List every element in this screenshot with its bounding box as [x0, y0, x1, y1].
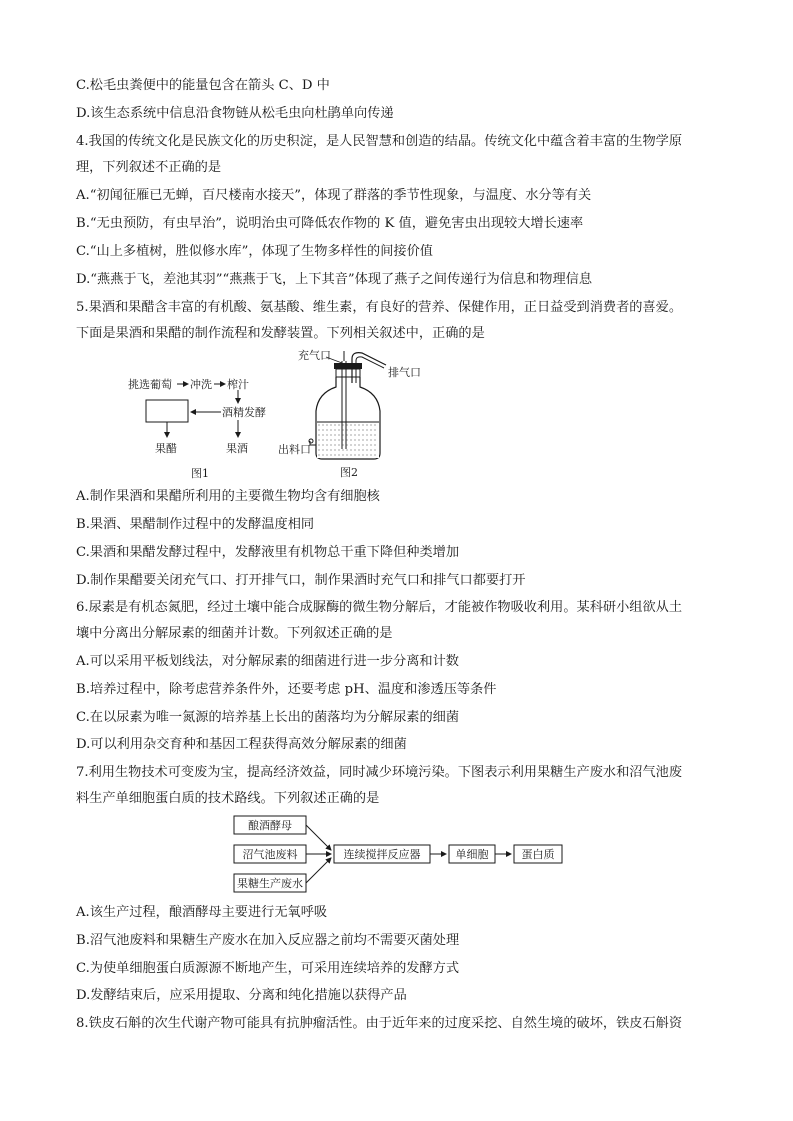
blank-box [146, 400, 188, 422]
figure-1-flowchart [118, 352, 278, 482]
figure-1-caption: 图1 [191, 467, 209, 480]
flow-output-wine: 果酒 [226, 442, 248, 455]
single-cell-box: 单细胞 [455, 848, 489, 861]
option-line: D.可以利用杂交育种和基因工程获得高效分解尿素的细菌 [76, 737, 407, 752]
option-line: C.“山上多植树，胜似修水库”，体现了生物多样性的间接价值 [76, 244, 433, 259]
question-4-text: 4.我国的传统文化是民族文化的历史积淀，是人民智慧和创造的结晶。传统文化中蕴含着丰富的生物学原 [76, 134, 683, 149]
question-4-text-cont: 理，下列叙述不正确的是 [76, 160, 222, 175]
protein-box: 蛋白质 [521, 848, 555, 861]
flow-output-vinegar: 果醋 [155, 442, 177, 455]
question-5-text: 5.果酒和果醋含丰富的有机酸、氨基酸、维生素，有良好的营养、保健作用，正日益受到消费者的喜爱。 [76, 300, 683, 315]
option-line: C.为使单细胞蛋白质源源不断地产生，可采用连续培养的发酵方式 [76, 961, 460, 976]
reactor-box: 连续搅拌反应器 [343, 848, 421, 861]
question-8-text: 8.铁皮石斛的次生代谢产物可能具有抗肿瘤活性。由于近年来的过度采挖、自然生境的破坏，铁皮石斛资 [76, 1016, 683, 1031]
question-7-text: 7.利用生物技术可变废为宝，提高经济效益，同时减少环境污染。下图表示利用果糖生产废水和沼气池废 [76, 765, 683, 780]
option-line: C.在以尿素为唯一氮源的培养基上长出的菌落均为分解尿素的细菌 [76, 710, 460, 725]
question-7-text-cont: 料生产单细胞蛋白质的技术路线。下列叙述正确的是 [76, 791, 380, 806]
input-fructose-wastewater: 果糖生产废水 [237, 877, 303, 890]
figure-2-apparatus [278, 345, 438, 482]
outlet-label: 出料口 [278, 443, 311, 456]
option-line: B.培养过程中，除考虑营养条件外，还要考虑 pH、温度和渗透压等条件 [76, 682, 497, 697]
option-line: C.果酒和果醋发酵过程中，发酵液里有机物总干重下降但种类增加 [76, 545, 460, 560]
option-line: C.松毛虫粪便中的能量包含在箭头 C、D 中 [76, 78, 330, 93]
option-line: B.“无虫预防，有虫早治”，说明治虫可降低农作物的 K 值，避免害虫出现较大增长速率 [76, 216, 584, 231]
option-line: A.制作果酒和果醋所利用的主要微生物均含有细胞核 [76, 489, 380, 504]
option-line: A.“初闻征雁已无蝉，百尺楼南水接天”，体现了群落的季节性现象，与温度、水分等有关 [76, 188, 592, 203]
input-biogas-waste: 沼气池废料 [242, 848, 298, 861]
option-line: A.该生产过程，酿酒酵母主要进行无氧呼吸 [76, 905, 328, 920]
option-line: D.该生态系统中信息沿食物链从松毛虫向杜鹃单向传递 [76, 106, 394, 121]
option-line: D.“燕燕于飞，差池其羽”“燕燕于飞，上下其音”体现了燕子之间传递行为信息和物理信息 [76, 272, 593, 287]
option-line: B.沼气池废料和果糖生产废水在加入反应器之前均不需要灭菌处理 [76, 933, 460, 948]
exhaust-label: 排气口 [388, 366, 421, 379]
option-line: D.发酵结束后，应采用提取、分离和纯化措施以获得产品 [76, 988, 407, 1003]
input-yeast: 酿酒酵母 [248, 819, 292, 832]
option-line: A.可以采用平板划线法，对分解尿素的细菌进行进一步分离和计数 [76, 654, 459, 669]
flow-step-ferment: 酒精发酵 [222, 406, 266, 419]
option-line: D.制作果醋要关闭充气口、打开排气口，制作果酒时充气口和排气口都要打开 [76, 573, 526, 588]
option-line: B.果酒、果醋制作过程中的发酵温度相同 [76, 517, 315, 532]
flow-step-wash: 冲洗 [190, 378, 212, 391]
figure-3-technical-route [228, 812, 578, 898]
question-6-text-cont: 壤中分离出分解尿素的细菌并计数。下列叙述正确的是 [76, 626, 393, 641]
flow-step-select: 挑选葡萄 [128, 378, 172, 391]
flow-step-juice: 榨汁 [227, 378, 249, 391]
question-5-text-cont: 下面是果酒和果醋的制作流程和发酵装置。下列相关叙述中，正确的是 [76, 326, 485, 341]
inlet-label: 充气口 [298, 349, 331, 362]
question-6-text: 6.尿素是有机态氮肥，经过土壤中能合成脲酶的微生物分解后，才能被作物吸收利用。某科研小组欲从土 [76, 600, 683, 615]
figure-2-caption: 图2 [340, 466, 358, 479]
